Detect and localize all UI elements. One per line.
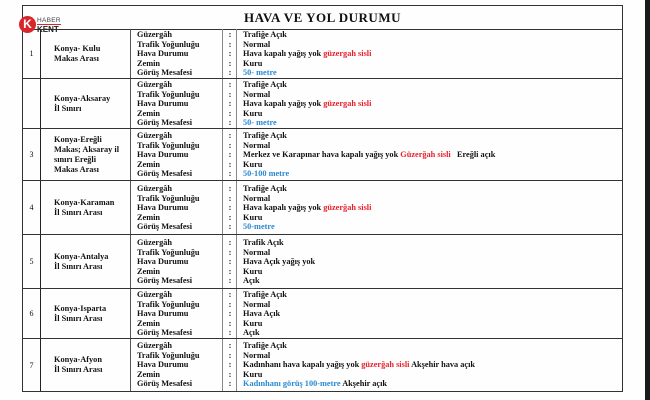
field-label: Güzergâh [137,290,173,299]
fog-warning: güzergah sisli [323,99,372,109]
colon: : [228,212,232,222]
route-name-line: İl Sınırı Arası [54,313,103,323]
field-value [243,184,622,194]
value-text: Trafiğe Açık [243,341,287,350]
fog-warning: güzerğah sisli [361,360,410,370]
colon: : [228,30,232,39]
field-label: Güzergâh [137,341,173,350]
value-text: Kuru [243,108,263,118]
colon: : [228,159,232,169]
value-text: Merkez ve Karapınar hava kapalı yağış yok [243,150,401,160]
route-name-line: sınırı Ereğli [54,154,97,164]
route-name-line: İl Sınırı [54,103,82,113]
value-text: Açık [243,276,260,286]
value-text: Kadınhanı hava kapalı yağış yok [243,360,362,370]
field-label: Görüş Mesafesi [137,68,193,78]
row-number: 4 [23,181,41,234]
field-label: Trafik Yoğunluğu [137,140,200,150]
field-value [243,131,622,141]
field-label: Hava Durumu [137,360,189,370]
route-name [41,181,131,234]
visibility-value: 50-100 metre [243,169,290,179]
colon: : [228,328,232,338]
colon: : [228,169,232,179]
colon: : [228,140,232,150]
window-edge [645,0,650,400]
field-value [243,109,622,119]
field-value [243,267,622,277]
colon: : [228,118,232,128]
value-text: Hava kapalı yağış yok [243,49,324,59]
colon: : [228,341,232,350]
field-label: Zemin [137,369,161,379]
route-name-line: İl Sınırı Arası [54,207,103,217]
colon: : [228,238,232,247]
field-value [243,300,622,310]
route-name-line: Konya-Isparta [54,303,107,313]
value-text: Trafiğe Açık [243,184,287,193]
value-text: Normal [243,193,271,203]
value-text: Normal [243,299,271,309]
field-label: Güzergâh [137,184,173,193]
fog-warning: güzergah sisli [323,49,372,59]
logo-kent: KENT [37,25,59,34]
colon-column [224,79,237,128]
route-name-line: Makas Arası [54,164,99,174]
table-row [23,79,622,129]
colon: : [228,150,232,160]
field-value [243,309,622,319]
colon: : [228,80,232,89]
colon-column [224,289,237,338]
field-value [243,194,622,204]
route-name-line: Makas Arası [54,53,99,63]
field-value [243,319,622,329]
colon-column [224,29,237,78]
value-text: Kuru [243,159,263,169]
colon: : [228,360,232,370]
visibility-value: 50-metre [243,222,275,232]
field-label: Trafik Yoğunluğu [137,350,200,360]
colon: : [228,99,232,109]
field-label: Hava Durumu [137,49,189,59]
field-labels [132,235,223,288]
logo-haber: HABER [37,17,61,24]
value-text: Kuru [243,58,263,68]
colon: : [228,108,232,118]
colon: : [228,193,232,203]
field-value [243,141,622,151]
field-value [243,290,622,300]
field-values [237,181,622,234]
field-label: Görüş Mesafesi [137,328,193,338]
logo-k-icon: K [19,16,36,33]
field-label: Güzergâh [137,131,173,140]
table-row [23,29,622,79]
field-value [243,150,622,160]
field-label: Zemin [137,318,161,328]
field-label: Hava Durumu [137,309,189,319]
colon: : [228,299,232,309]
row-number [23,79,41,128]
row-number: 5 [23,235,41,288]
field-label: Hava Durumu [137,150,189,160]
value-text: Trafiğe Açık [243,30,287,39]
table-title: HAVA VE YOL DURUMU [23,6,622,30]
fog-warning: güzerğah sisli [323,203,372,213]
colon-column [224,181,237,234]
field-value [243,238,622,248]
field-value [243,341,622,351]
field-label: Görüş Mesafesi [137,169,193,179]
value-text: Trafik Açık [243,238,284,247]
field-value [243,59,622,69]
field-value [243,203,622,213]
field-labels [132,29,223,78]
field-label: Trafik Yoğunluğu [137,89,200,99]
colon: : [228,369,232,379]
value-text: Normal [243,89,271,99]
colon: : [228,89,232,99]
field-value [243,118,622,128]
value-text: Normal [243,247,271,257]
field-value [243,99,622,109]
value-text: Akşehir açık [340,379,387,389]
field-labels [132,181,223,234]
route-name-line: Konya-Karaman [54,197,115,207]
field-label: Hava Durumu [137,203,189,213]
route-name-line: Konya-Antalya [54,251,109,261]
value-text: Kuru [243,318,263,328]
colon: : [228,203,232,213]
row-number: 1 [23,29,41,78]
field-values [237,235,622,288]
value-text: Hava Açık [243,309,281,319]
field-label: Zemin [137,159,161,169]
value-text: Kuru [243,212,263,222]
value-text: Hava kapalı yağış yok [243,99,324,109]
value-text: Kuru [243,369,263,379]
field-value [243,68,622,78]
colon: : [228,350,232,360]
row-number: 6 [23,289,41,338]
field-label: Zemin [137,266,161,276]
route-name-line: İl Sınırı Arası [54,365,103,374]
table-row [23,289,622,339]
value-text: Normal [243,350,271,360]
route-name [41,129,131,180]
field-values [237,339,622,391]
row-number: 7 [23,339,41,391]
field-label: Görüş Mesafesi [137,118,193,128]
fog-warning: Güzerğah sisli [400,150,451,160]
field-label: Görüş Mesafesi [137,379,193,389]
route-name-line: Konya-Aksaray [54,93,111,103]
field-label: Hava Durumu [137,99,189,109]
visibility-value: 50- metre [243,118,277,128]
visibility-value: Kadınhanı görüş 100-metre [243,379,341,389]
field-value [243,169,622,179]
field-values [237,289,622,338]
field-label: Trafik Yoğunluğu [137,247,200,257]
colon: : [228,309,232,319]
field-label: Trafik Yoğunluğu [137,39,200,49]
field-label: Trafik Yoğunluğu [137,299,200,309]
route-name [41,79,131,128]
value-text: Açık [243,328,260,338]
field-value [243,328,622,338]
value-text: Normal [243,140,271,150]
route-name-line: Konya-Ereğli [54,134,102,144]
field-value [243,248,622,258]
route-name [41,339,131,391]
route-name [41,289,131,338]
field-label: Hava Durumu [137,257,189,267]
field-value [243,213,622,223]
colon: : [228,318,232,328]
colon: : [228,222,232,232]
value-text: Normal [243,39,271,49]
field-label: Zemin [137,58,161,68]
colon: : [228,39,232,49]
field-labels [132,129,223,180]
row-number: 3 [23,129,41,180]
field-labels [132,289,223,338]
value-text: Trafiğe Açık [243,80,287,89]
table-row [23,129,622,181]
colon: : [228,379,232,389]
field-value [243,49,622,59]
colon-column [224,129,237,180]
table-row [23,235,622,289]
field-value [243,222,622,232]
colon: : [228,131,232,140]
route-name-line: Konya- Kulu [54,43,101,53]
table-row [23,339,622,391]
weather-road-table [22,5,623,392]
colon: : [228,266,232,276]
field-value [243,90,622,100]
route-name-line: İl Sınırı Arası [54,261,103,271]
colon: : [228,58,232,68]
value-text: Akşehir hava açık [409,360,475,370]
route-name-line: Konya-Afyon [54,355,102,364]
value-text: Trafiğe Açık [243,131,287,140]
field-value [243,40,622,50]
field-label: Güzergâh [137,80,173,89]
field-labels [132,339,223,391]
colon-column [224,339,237,391]
field-value [243,80,622,90]
colon: : [228,290,232,299]
field-label: Zemin [137,212,161,222]
route-name [41,235,131,288]
field-value [243,276,622,286]
value-text: Kuru [243,266,263,276]
colon: : [228,68,232,78]
field-value [243,30,622,40]
field-values [237,129,622,180]
field-value [243,257,622,267]
field-value [243,351,622,361]
field-label: Görüş Mesafesi [137,276,193,286]
value-text: Hava kapalı yağış yok [243,203,324,213]
field-label: Zemin [137,108,161,118]
haberkent-logo [19,16,79,38]
field-labels [132,79,223,128]
colon-column [224,235,237,288]
field-values [237,79,622,128]
value-text: Trafiğe Açık [243,290,287,299]
value-text: Hava Açık yağış yok [243,257,316,267]
colon: : [228,276,232,286]
field-value [243,360,622,370]
table-row [23,181,622,235]
field-values [237,29,622,78]
value-text: Ereğli açık [450,150,496,160]
field-value [243,370,622,380]
colon: : [228,184,232,193]
field-value [243,160,622,170]
colon: : [228,257,232,267]
field-label: Trafik Yoğunluğu [137,193,200,203]
colon: : [228,247,232,257]
field-label: Görüş Mesafesi [137,222,193,232]
field-label: Güzergâh [137,30,173,39]
field-label: Güzergâh [137,238,173,247]
colon: : [228,49,232,59]
field-value [243,379,622,389]
route-name-line: Makas; Aksaray il [54,144,119,154]
visibility-value: 50- metre [243,68,277,78]
